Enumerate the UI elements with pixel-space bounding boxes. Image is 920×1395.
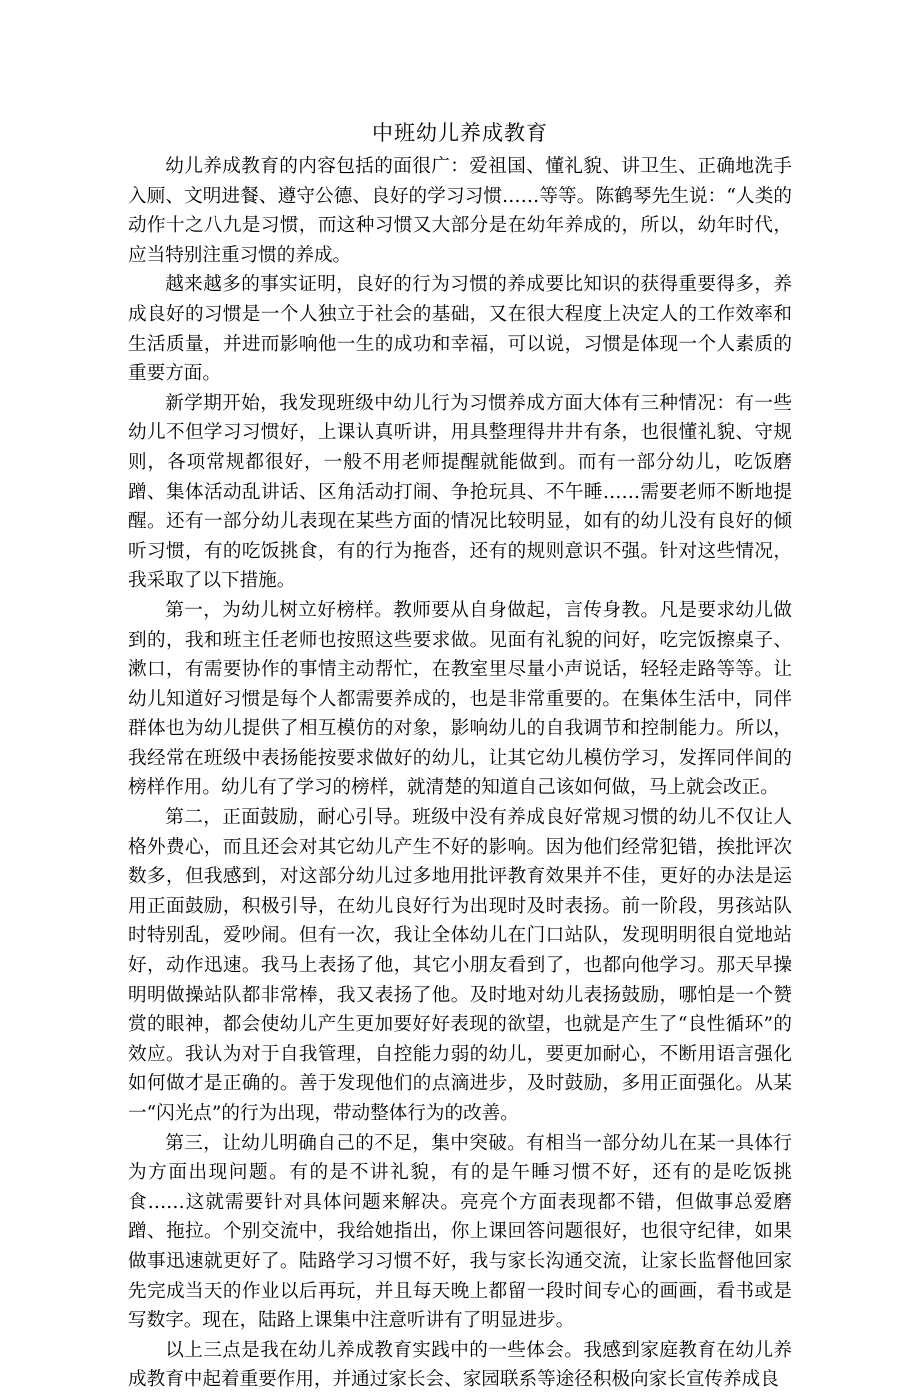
paragraph-5: 第二，正面鼓励，耐心引导。班级中没有养成良好常规习惯的幼儿不仅让人格外费心，而且还会对其它幼儿产生不好的影响。因为他们经常犯错，挨批评次数多，但我感到，对这部分幼儿过多地用批评教育效果并不佳，更好的办法是运用正面鼓励，积极引导，在幼儿良好行为出现时及时表扬。前一阶段，男孩站队时特别乱，爱吵闹。但有一次，我让全体幼儿在门口站队，发现明明很自觉地站好，动作迅速。我马上表扬了他，其它小朋友看到了，也都向他学习。那天早操明明做操站队都非常棒，我又表扬了他。及时地对幼儿表扬鼓励，哪怕是一个赞赏的眼神，都会使幼儿产生更加要好好表现的欲望，也就是产生了“良性循环”的效应。我认为对于自我管理，自控能力弱的幼儿，要更加耐心，不断用语言强化如何做才是正确的。善于发现他们的点滴进步，及时鼓励，多用正面强化。从某一“闪光点”的行为出现，带动整体行为的改善。 bbox=[128, 807, 792, 1124]
paragraph-7: 以上三点是我在幼儿养成教育实践中的一些体会。我感到家庭教育在幼儿养成教育中起着重要作用，并通过家长会、家园联系等途径积极向家长宣传养成良 bbox=[128, 1339, 792, 1391]
document-page bbox=[128, 118, 792, 1395]
paragraph-6: 第三，让幼儿明确自己的不足，集中突破。有相当一部分幼儿在某一具体行为方面出现问题。有的是不讲礼貌，有的是午睡习惯不好，还有的是吃饭挑食……这就需要针对具体问题来解决。亮亮个方面表现都不错，但做事总爱磨蹭、拖拉。个别交流中，我给她指出，你上课回答问题很好，也很守纪律，如果做事迅速就更好了。陆路学习习惯不好，我与家长沟通交流，让家长监督他回家先完成当天的作业以后再玩，并且每天晚上都留一段时间专心的画画，看书或是写数字。现在，陆路上课集中注意听讲有了明显进步。 bbox=[128, 1132, 792, 1332]
paragraph-3: 新学期开始，我发现班级中幼儿行为习惯养成方面大体有三种情况：有一些幼儿不但学习习惯好，上课认真听讲，用具整理得井井有条，也很懂礼貌、守规则，各项常规都很好，一般不用老师提醒就能做到。而有一部分幼儿，吃饭磨蹭、集体活动乱讲话、区角活动打闹、争抢玩具、不午睡……需要老师不断地提醒。还有一部分幼儿表现在某些方面的情况比较明显，如有的幼儿没有良好的倾听习惯，有的吃饭挑食，有的行为拖沓，还有的规则意识不强。针对这些情况，我采取了以下措施。 bbox=[128, 392, 792, 592]
paragraph-1: 幼儿养成教育的内容包括的面很广：爱祖国、懂礼貌、讲卫生、正确地洗手入厕、文明进餐、遵守公德、良好的学习习惯……等等。陈鹤琴先生说：“人类的动作十之八九是习惯，而这种习惯又大部分是在幼年养成的，所以，幼年时代，应当特别注重习惯的养成。 bbox=[128, 156, 792, 266]
paragraph-4: 第一，为幼儿树立好榜样。教师要从自身做起，言传身教。凡是要求幼儿做到的，我和班主任老师也按照这些要求做。见面有礼貌的问好，吃完饭擦桌子、漱口，有需要协作的事情主动帮忙，在教室里尽量小声说话，轻轻走路等等。让幼儿知道好习惯是每个人都需要养成的，也是非常重要的。在集体生活中，同伴群体也为幼儿提供了相互模仿的对象，影响幼儿的自我调节和控制能力。所以，我经常在班级中表扬能按要求做好的幼儿，让其它幼儿模仿学习，发挥同伴间的榜样作用。幼儿有了学习的榜样，就清楚的知道自己该如何做，马上就会改正。 bbox=[128, 599, 792, 799]
document-title: 中班幼儿养成教育 bbox=[372, 121, 548, 145]
paragraph-2: 越来越多的事实证明，良好的行为习惯的养成要比知识的获得重要得多，养成良好的习惯是一个人独立于社会的基础，又在很大程度上决定人的工作效率和生活质量，并进而影响他一生的成功和幸福，可以说，习惯是体现一个人素质的重要方面。 bbox=[128, 274, 792, 385]
